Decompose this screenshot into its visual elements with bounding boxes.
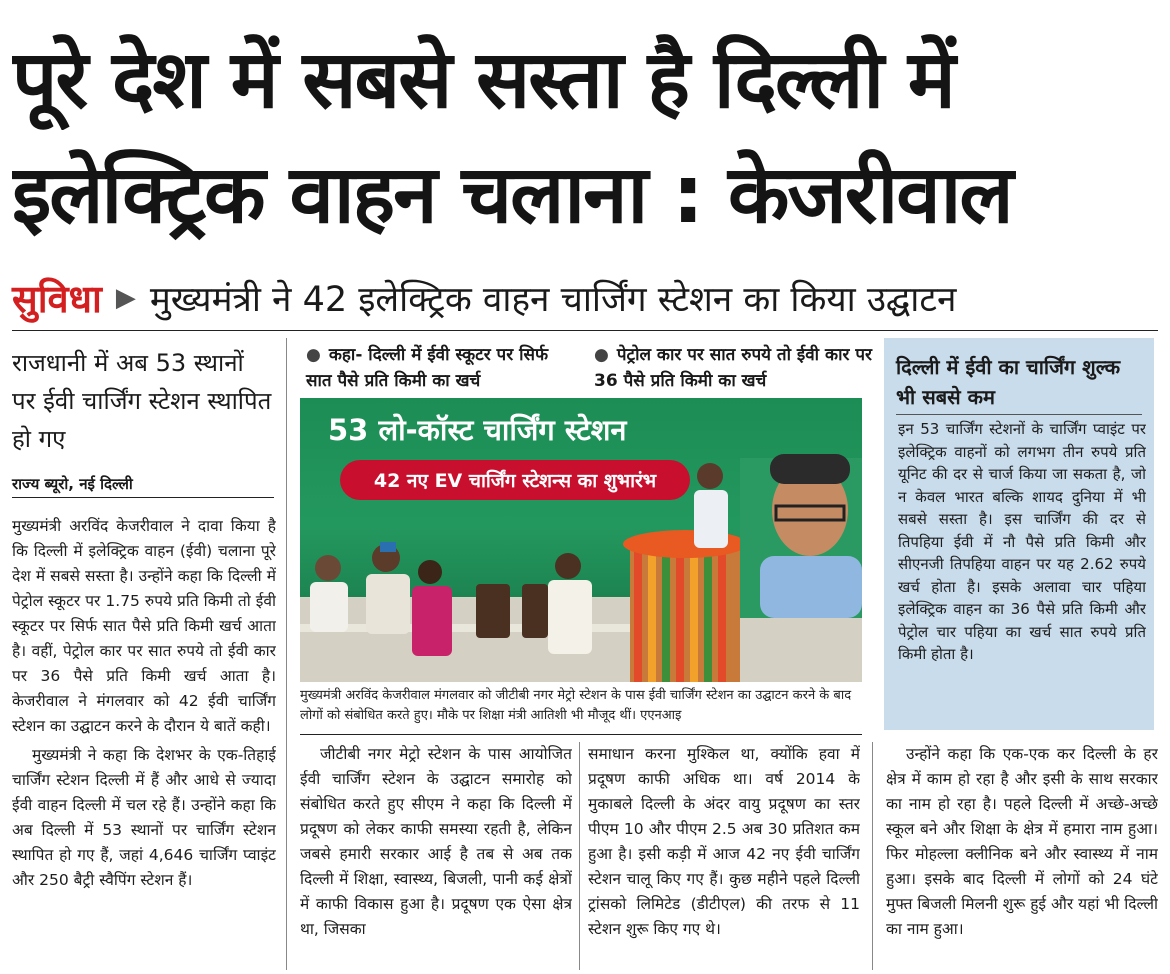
article-column-2 [300, 742, 572, 970]
column-divider [579, 742, 580, 970]
speaker [694, 463, 728, 548]
photo-banner-text: 53 लो-कॉस्ट चार्जिंग स्टेशन [328, 413, 627, 447]
play-arrow-icon: ▶ [115, 283, 136, 313]
caption-divider [300, 734, 862, 735]
kicker-divider [12, 330, 1158, 331]
event-photo [300, 398, 862, 682]
photo-pill-text: 42 नए EV चार्जिंग स्टेशन्स का शुभारंभ [340, 460, 690, 500]
headline-line-1: पूरे देश में सबसे सस्ता है दिल्ली में [12, 33, 954, 126]
bullet-text: पेट्रोल कार पर सात रुपये तो ईवी कार पर 36 पैसे प्रति किमी का खर्च [594, 345, 872, 391]
seated-person [412, 560, 452, 656]
sidebar-title: दिल्ली में ईवी का चार्जिंग शुल्क भी सबसे कम [896, 355, 1121, 409]
chair [522, 584, 548, 638]
bullet-text: कहा- दिल्ली में ईवी स्कूटर पर सिर्फ सात पैसे प्रति किमी का खर्च [306, 345, 549, 391]
column-divider [286, 338, 287, 970]
paragraph: जीटीबी नगर मेट्रो स्टेशन के पास आयोजित ईवी चार्जिंग स्टेशन के उद्घाटन समारोह को संबोधित करते हुए सीएम ने कहा कि दिल्ली में प्रदूषण को लेकर काफी समस्या रहती है, लेकिन जबसे हमारी सरकार आई है तब से अब तक दिल्ली में शिक्षा, स्वास्थ्य, बिजली, पानी कई क्षेत्रों में काफी विकास हुआ है। प्रदूषण एक ऐसा क्षेत्र था, जिसका [300, 745, 572, 938]
byline-divider [12, 497, 274, 498]
paragraph: मुख्यमंत्री ने कहा कि देशभर के एक-तिहाई चार्जिंग स्टेशन दिल्ली में हैं और आधे से ज्यादा ईवी वाहन दिल्ली में चल रहे हैं। उन्होंने कहा कि अब दिल्ली में 53 स्थानों पर चार्जिंग स्टेशन स्थापित हो गए हैं, जहां 4,646 चार्जिंग प्वाइंट और 250 बैट्री स्वैपिंग स्टेशन हैं। [12, 746, 276, 889]
seated-person [548, 553, 592, 654]
photo-caption: मुख्यमंत्री अरविंद केजरीवाल मंगलवार को जीटीबी नगर मेट्रो स्टेशन के पास ईवी चार्जिंग स्टेशन का उद्घाटन करने के बाद लोगों को संबोधित करते हुए। मौके पर शिक्षा मंत्री आतिशी भी मौजूद थीं। एएनआइ [300, 688, 852, 723]
sidebar-title-rule [896, 414, 1142, 415]
seated-person [366, 542, 410, 634]
byline: राज्य ब्यूरो, नई दिल्ली [12, 475, 133, 493]
headline-line-2: इलेक्ट्रिक वाहन चलाना : केजरीवाल [12, 148, 1012, 241]
photo-scene [300, 398, 862, 682]
paragraph: मुख्यमंत्री अरविंद केजरीवाल ने दावा किया है कि दिल्ली में इलेक्ट्रिक वाहन (ईवी) चलाना पूरे देश में सबसे सस्ता है। उन्होंने कहा कि दिल्ली में पेट्रोल स्कूटर पर 1.75 रुपये प्रति किमी तो ईवी स्कूटर पर सिर्फ सात पैसे प्रति किमी खर्च आता है। वहीं, पेट्रोल कार पर सात रुपये तो ईवी कार पर 36 पैसे प्रति किमी खर्च आता है। केजरीवाल ने मंगलवार को 42 ईवी चार्जिंग स्टेशन का उद्घाटन करने के दौरान ये बातें कही। [12, 517, 276, 735]
kicker-text: मुख्यमंत्री ने 42 इलेक्ट्रिक वाहन चार्जिंग स्टेशन का किया उद्घाटन [149, 279, 957, 320]
bullet-dot-icon: ● [594, 345, 609, 365]
seated-person [310, 555, 348, 632]
portrait [740, 454, 862, 618]
bullet-dot-icon: ● [306, 345, 321, 365]
highlight-bullet-2 [594, 342, 874, 394]
article-column-1 [12, 514, 276, 970]
article-column-3 [588, 742, 860, 970]
paragraph: समाधान करना मुश्किल था, क्योंकि हवा में प्रदूषण काफी अधिक था। वर्ष 2014 के मुकाबले दिल्ली के अंदर वायु प्रदूषण का स्तर पीएम 10 और पीएम 2.5 अब 30 प्रतिशत कम हुआ है। इसी कड़ी में आज 42 नए ईवी चार्जिंग स्टेशन चालू किए गए हैं। कुछ महीने पहले दिल्ली ट्रांसको लिमिटेड (डीटीएल) की तरफ से 11 स्टेशन शुरू किए गए थे। [588, 745, 860, 938]
paragraph: उन्होंने कहा कि एक-एक कर दिल्ली के हर क्षेत्र में काम हो रहा है और इसी के साथ सरकार का नाम हो रहा है। पहले दिल्ली में अच्छे-अच्छे स्कूल बने और शिक्षा के क्षेत्र में हमारा नाम हुआ। फिर मोहल्ला क्लीनिक बने और स्वास्थ्य में नाम हुआ। इसके बाद दिल्ली में लोगों को 24 घंटे मुफ्त बिजली मिलनी शुरू हुई और यहां भी दिल्ली का नाम हुआ। [886, 745, 1158, 938]
chair [476, 584, 510, 638]
kicker-bar [12, 272, 956, 324]
column-divider [872, 742, 873, 970]
highlight-bullet-1 [306, 342, 576, 394]
subheadline: राजधानी में अब 53 स्थानों पर ईवी चार्जिंग स्टेशन स्थापित हो गए [12, 349, 272, 453]
kicker-label: सुविधा [12, 277, 102, 321]
article-column-4 [886, 742, 1158, 970]
sidebar-body: इन 53 चार्जिंग स्टेशनों के चार्जिंग प्वाइंट पर इलेक्ट्रिक वाहनों को लगभग तीन रुपये प्रति यूनिट की दर से चार्ज किया जा सकता है, जो न केवल भारत बल्कि शायद दुनिया में भी सबसे सस्ता है। इस चार्जिंग की दर से तिपहिया ईवी में नौ पैसे प्रति किमी और सीएनजी तिपहिया वाहन पर यह 2.62 रुपये खर्च होता है। इसके अलावा चार पहिया इलेक्ट्रिक वाहन का 36 पैसे प्रति किमी और पेट्रोल चार पहिया का खर्च सात रुपये प्रति किमी होता है। [898, 420, 1146, 663]
